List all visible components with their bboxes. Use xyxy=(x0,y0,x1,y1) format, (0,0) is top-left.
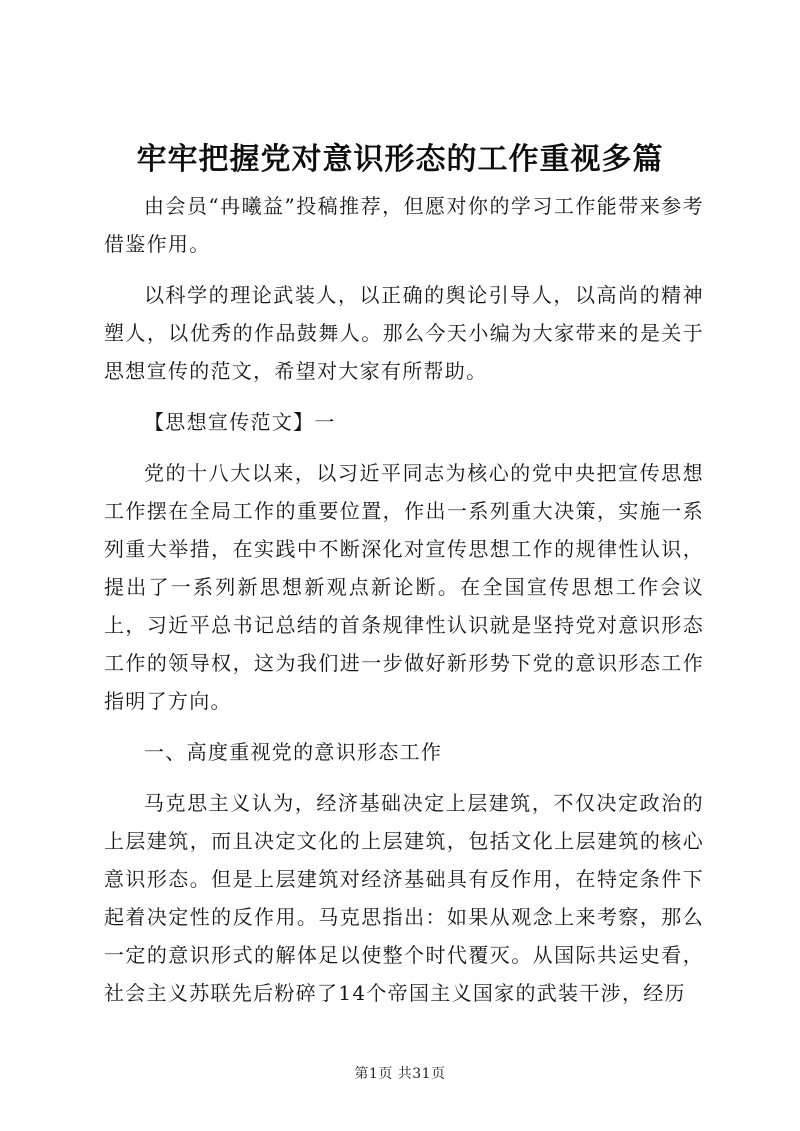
intro-paragraph: 由会员“冉曦益”投稿推荐，但愿对你的学习工作能带来参考借鉴作用。 xyxy=(104,194,704,256)
body-paragraph: 党的十八大以来，以习近平同志为核心的党中央把宣传思想工作摆在全局工作的重要位置，作出一系列重大决策，实施一系列重大举措，在实践中不断深化对宣传思想工作的规律性认识，提出了一系列新思想新观点新论断。在全国宣传思想工作会议上，习近平总书记总结的首条规律性认识就是坚持党对意识形态工作的领导权，这为我们进一步做好新形势下党的意识形态工作指明了方向。 xyxy=(104,461,704,713)
section-heading: 一、高度重视党的意识形态工作 xyxy=(144,740,443,764)
document-body xyxy=(104,187,704,1025)
summary-paragraph: 以科学的理论武装人，以正确的舆论引导人，以高尚的精神塑人，以优秀的作品鼓舞人。那么今天小编为大家带来的是关于思想宣传的范文，希望对大家有所帮助。 xyxy=(104,283,704,383)
document-title: 牢牢把握党对意识形态的工作重视多篇 xyxy=(136,142,664,177)
body-paragraph: 马克思主义认为，经济基础决定上层建筑，不仅决定政治的上层建筑，而且决定文化的上层建筑，包括文化上层建筑的核心意识形态。但是上层建筑对经济基础具有反作用，在特定条件下起着决定性的反作用。马克思指出：如果从观念上来考察，那么一定的意识形式的解体足以使整个时代覆灭。从国际共运史看，社会主义苏联先后粉碎了14个帝国主义国家的武装干涉，经历 xyxy=(104,791,704,1005)
section-label: 【思想宣传范文】一 xyxy=(144,410,336,434)
page-number-footer: 第1页 共31页 xyxy=(354,1066,446,1082)
